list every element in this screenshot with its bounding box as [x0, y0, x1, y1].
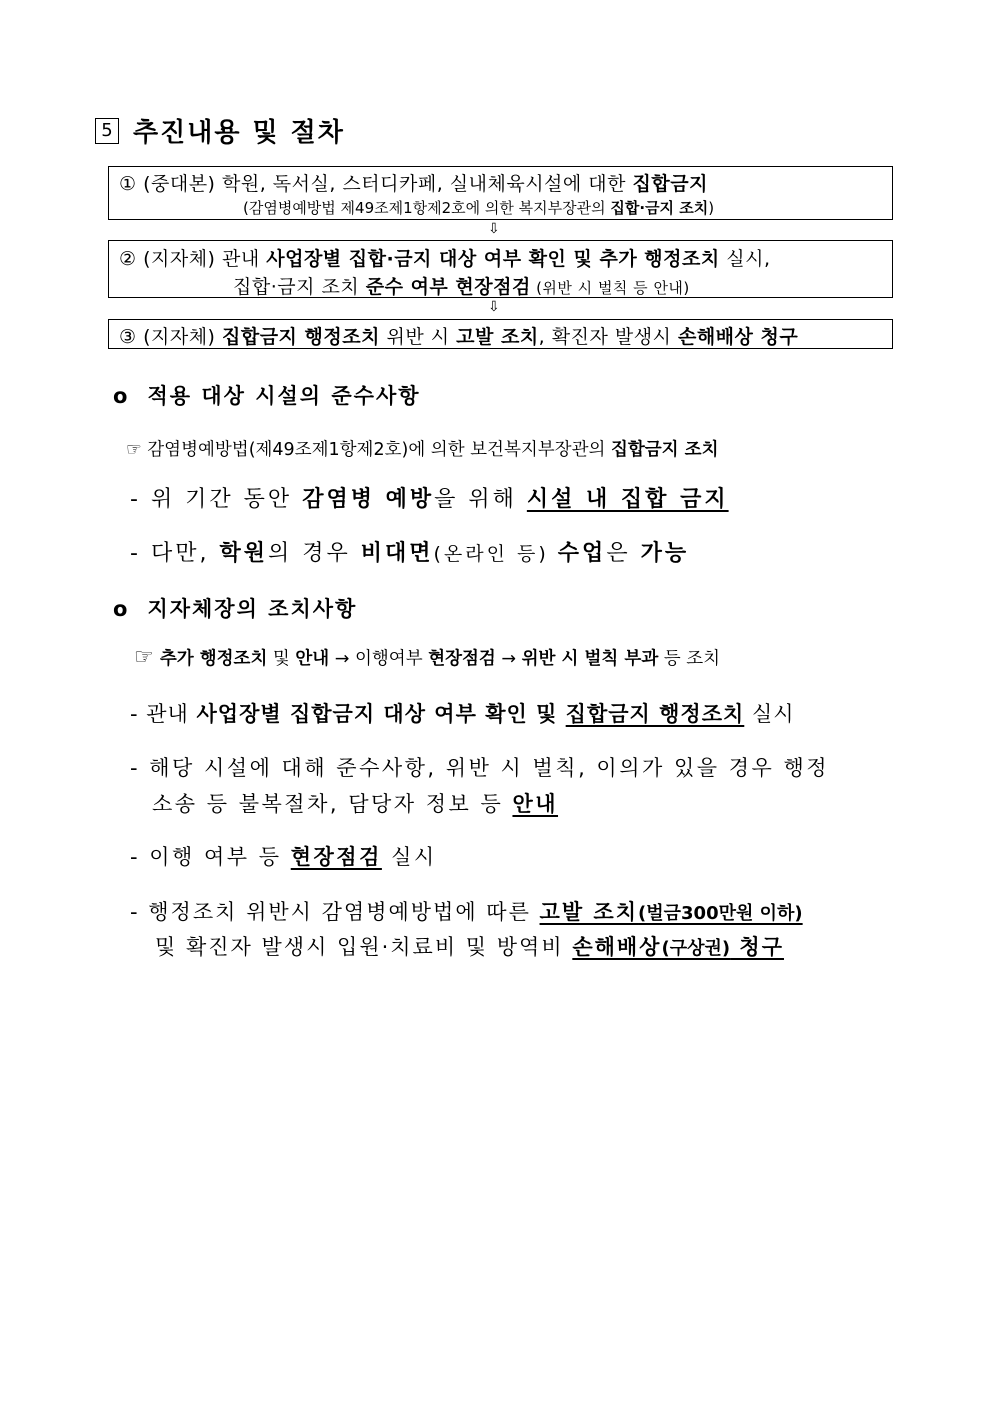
applied-item-2-mid-1: 의 경우	[267, 541, 361, 566]
local-item-3-suffix: 실시	[381, 845, 437, 869]
flow-box-2-bold-2: 준수 여부 현장점검	[365, 276, 531, 298]
pointing-hand-icon: ☞	[126, 440, 142, 460]
local-item-4-line-1: 행정조치 위반시 감염병예방법에 따른	[148, 900, 540, 924]
flow-box-1-line	[119, 169, 708, 196]
applied-item-2-bold-2: 비대면	[360, 541, 434, 566]
bullet-icon: o	[113, 597, 130, 621]
bullet-icon: o	[113, 384, 130, 408]
down-arrow-icon: ⇩	[488, 221, 500, 237]
local-note-bold-2: 안내	[295, 649, 330, 669]
applied-item-1-text: 위 기간 동안	[150, 487, 303, 512]
local-note-mid-3: →	[495, 649, 522, 669]
applied-note-text: 감염병예방법(제49조제1항제2호)에 의한 보건복지부장관의	[141, 440, 611, 460]
local-note-bold-3: 현장점검	[428, 649, 496, 669]
local-item-3-text: 이행 여부 등	[149, 845, 291, 869]
local-item-4-bold-1: 고발 조치	[539, 900, 639, 924]
local-item-4	[130, 896, 803, 926]
applied-note-bold: 집합금지 조치	[610, 440, 719, 460]
applied-note	[126, 436, 719, 461]
local-item-2-cont	[152, 788, 558, 818]
local-heading	[113, 593, 357, 623]
local-item-1-text: 관내	[146, 702, 197, 726]
flow-box-3-mid-1: 위반 시	[379, 326, 457, 348]
applied-item-2-bold-4: 가능	[640, 541, 690, 566]
applied-item-2-bold-3: 수업	[557, 541, 607, 566]
dash-marker: -	[130, 541, 151, 566]
local-item-2-line-1: 해당 시설에 대해 준수사항, 위반 시 벌칙, 이의가 있을 경우 행정	[149, 756, 830, 780]
flow-box-3-line	[119, 322, 798, 349]
local-item-4-cont	[155, 931, 784, 961]
local-item-4-paren-1: (벌금300만원 이하)	[638, 903, 803, 924]
local-item-3-underline: 현장점검	[290, 845, 382, 869]
flow-box-3-text: ③ (지자체)	[119, 326, 222, 348]
flow-box-2-text: ② (지자체) 관내	[119, 248, 267, 270]
local-item-3	[130, 841, 437, 871]
local-item-1-bold: 사업장별 집합금지 대상 여부 확인 및	[196, 702, 566, 726]
applied-item-2-bold-1: 학원	[219, 541, 268, 566]
flow-box-1-text: ① (중대본) 학원, 독서실, 스터디카페, 실내체육시설에 대한	[119, 173, 633, 195]
dash-marker: -	[130, 845, 150, 869]
local-note-bold-1: 추가 행정조치	[153, 649, 268, 669]
flow-box-1-bold: 집합금지	[632, 173, 708, 195]
flow-box-1-sub-text: (감염병예방법 제49조제1항제2호에 의한 복지부장관의	[243, 199, 611, 217]
applied-heading	[113, 380, 421, 410]
flow-box-3-mid-2: , 확진자 발생시	[538, 326, 678, 348]
local-note-mid-2: → 이행여부	[329, 649, 429, 669]
flow-box-3-bold-3: 손해배상 청구	[677, 326, 799, 348]
flow-box-2-line-2-suffix: (위반 시 벌칙 등 안내)	[530, 279, 690, 297]
flow-box-1-sub	[243, 197, 714, 218]
dash-marker: -	[130, 702, 147, 726]
applied-item-1-underline: 시설 내 집합 금지	[526, 487, 729, 512]
local-note	[134, 645, 720, 670]
flow-box-1-sub-suffix: )	[708, 199, 715, 217]
section-title	[95, 112, 345, 149]
down-arrow-icon: ⇩	[488, 299, 500, 315]
local-item-1-underline: 집합금지 행정조치	[565, 702, 745, 726]
applied-heading-text: 적용 대상 시설의 준수사항	[147, 384, 421, 408]
applied-item-1	[130, 482, 729, 513]
local-item-2-underline: 안내	[512, 792, 559, 816]
local-item-2-line-2: 소송 등 불복절차, 담당자 정보 등	[152, 792, 513, 816]
applied-item-2-mid-2: (온라인 등)	[433, 543, 558, 565]
flow-box-2-suffix: 실시,	[719, 248, 771, 270]
flow-box-2-bold-1: 사업장별 집합·금지 대상 여부 확인 및 추가 행정조치	[266, 248, 720, 270]
local-item-4-bold-2: 손해배상	[572, 935, 662, 959]
flow-box-1	[108, 166, 893, 220]
dash-marker: -	[130, 487, 151, 512]
local-note-suffix: 등 조치	[658, 649, 721, 669]
applied-item-2-mid-3: 은	[606, 541, 641, 566]
pointing-hand-icon: ☞	[134, 645, 154, 670]
local-item-4-line-2: 및 확진자 발생시 입원·치료비 및 방역비	[155, 935, 573, 959]
flow-box-2-line-2-text: 집합·금지 조치	[233, 276, 366, 298]
flow-box-3-bold-2: 고발 조치	[456, 326, 539, 348]
local-note-bold-4: 위반 시 벌칙 부과	[521, 649, 659, 669]
flow-box-1-sub-bold: 집합·금지 조치	[610, 199, 709, 217]
flow-box-3-bold-1: 집합금지 행정조치	[222, 326, 380, 348]
applied-item-2	[130, 536, 689, 567]
section-title-text: 추진내용 및 절차	[133, 118, 345, 148]
local-item-2	[130, 752, 829, 782]
applied-item-1-mid: 을 위해	[434, 487, 527, 512]
applied-item-1-bold: 감염병 예방	[302, 487, 435, 512]
local-item-1-suffix: 실시	[744, 702, 795, 726]
flow-box-2	[108, 240, 893, 298]
dash-marker: -	[130, 756, 150, 780]
local-note-mid-1: 및	[267, 649, 296, 669]
applied-item-2-text: 다만,	[150, 541, 220, 566]
local-item-4-paren-2: (구상권)	[661, 938, 731, 959]
local-item-1	[130, 698, 795, 728]
local-heading-text: 지자체장의 조치사항	[147, 597, 358, 621]
local-item-4-bold-3: 청구	[730, 935, 784, 959]
flow-box-2-line-1	[119, 244, 771, 271]
flow-box-2-line-2	[233, 272, 690, 299]
flow-box-3	[108, 319, 893, 349]
dash-marker: -	[130, 900, 149, 924]
section-number-box: 5	[95, 118, 119, 144]
